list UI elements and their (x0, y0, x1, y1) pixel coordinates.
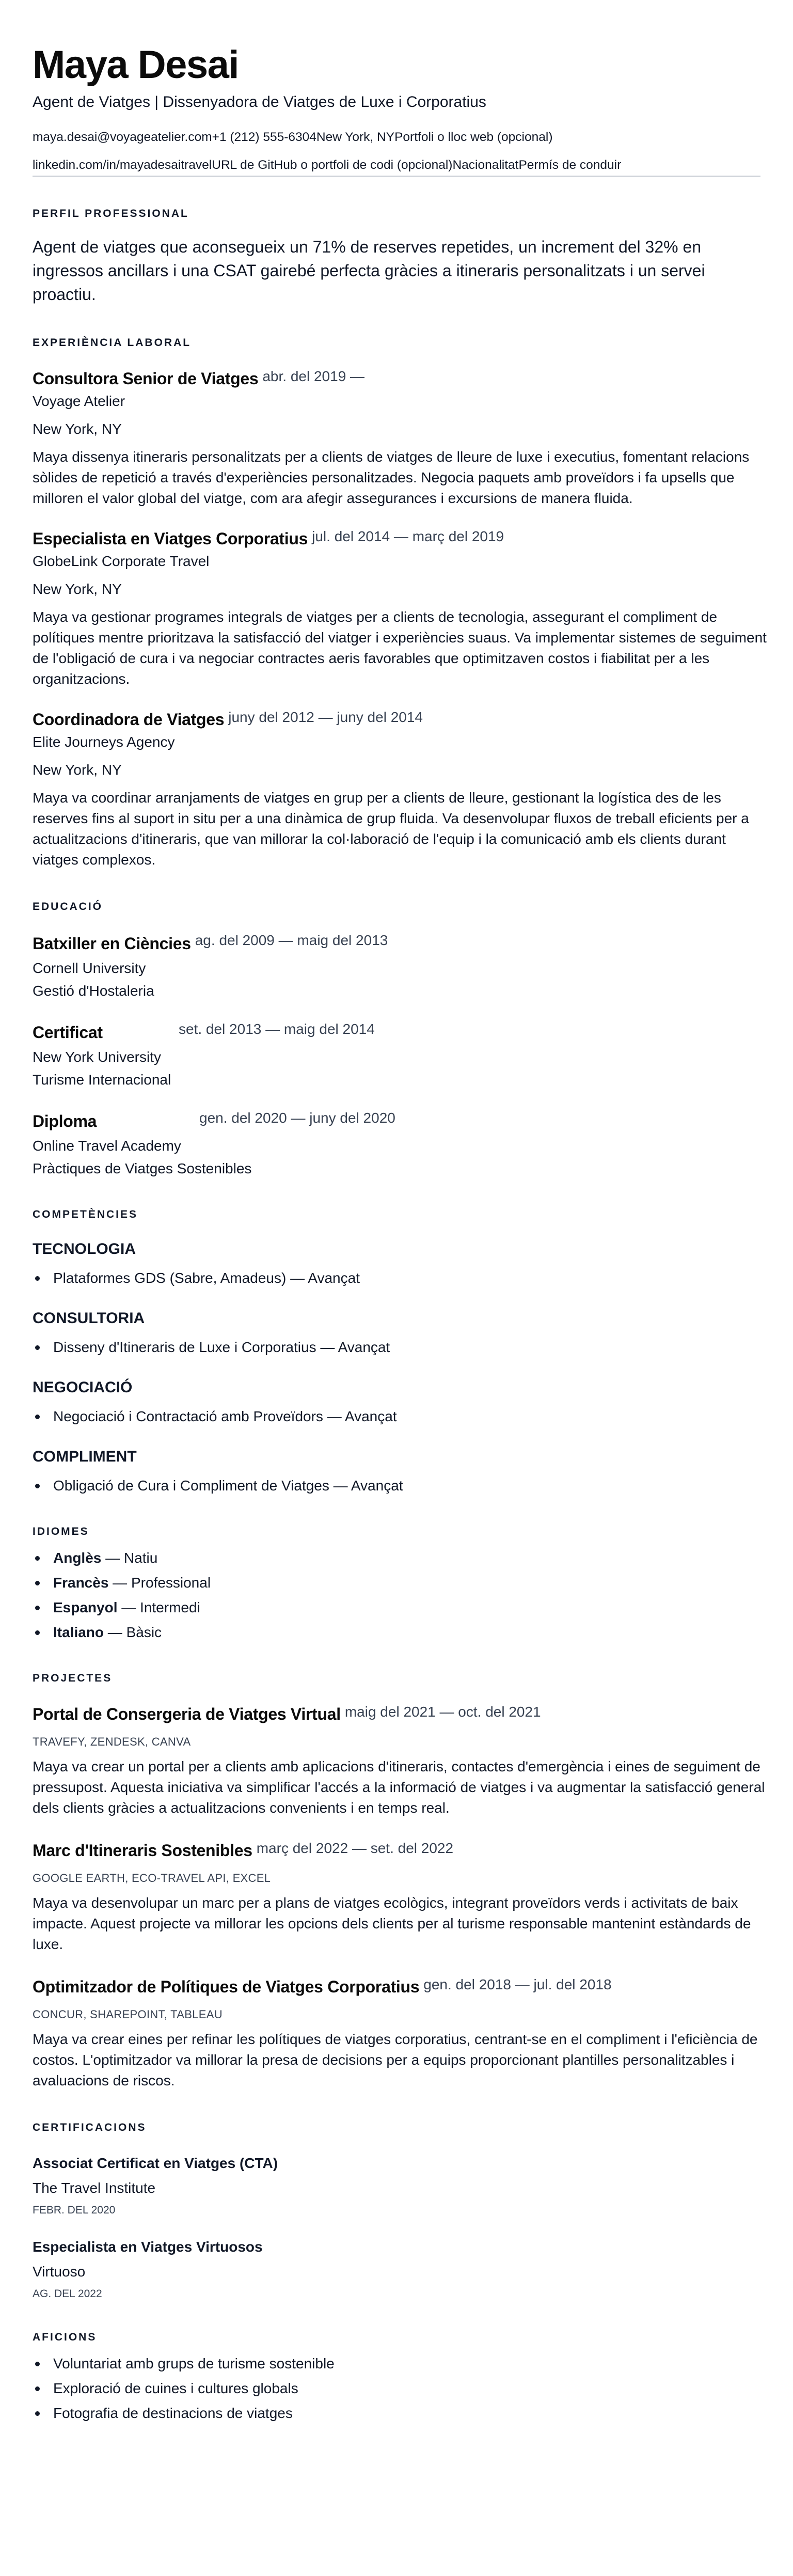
hobby-item: Fotografia de destinacions de viatges (33, 2404, 760, 2423)
section-title-summary: PERFIL PROFESSIONAL (33, 208, 189, 219)
language-separator: — (117, 1599, 140, 1615)
section-title-skills: COMPETÈNCIES (33, 1208, 138, 1220)
contact-info (33, 130, 760, 177)
job-dates: abr. del 2019 — (262, 368, 365, 384)
project-dates: març del 2022 — set. del 2022 (256, 1840, 454, 1856)
field-of-study: Turisme Internacional (33, 1072, 171, 1088)
certification-date: FEBR. DEL 2020 (33, 2204, 116, 2216)
project-description: Maya va crear eines per refinar les polítiques de viatges corporatius, centrant-se en el compliment i l'eficiència de costos. L'optimitzador va millorar la presa de decisions per a equips proporcionant plantilles personalitzables i avaluacions de riscos. (33, 2031, 758, 2088)
skill-category-title: COMPLIMENT (33, 1448, 137, 1465)
hobby-item: Voluntariat amb grups de turisme sostenible (33, 2354, 760, 2373)
project-item (33, 1840, 760, 1955)
projects-section (33, 1672, 765, 2091)
job-dates: jul. del 2014 — març del 2019 (312, 528, 504, 544)
language-item (33, 1623, 760, 1642)
phone-link[interactable]: +1 (212) 555-6304 (212, 130, 316, 144)
driving-license-text: Permís de conduir (518, 158, 622, 172)
education-item (33, 932, 760, 1000)
experience-section (33, 336, 767, 870)
language-level: Professional (131, 1575, 211, 1591)
language-item (33, 1574, 760, 1592)
language-name: Espanyol (53, 1599, 118, 1615)
degree-title: Certificat (33, 1023, 103, 1042)
certification-date: AG. DEL 2022 (33, 2288, 102, 2300)
project-technologies: GOOGLE EARTH, ECO-TRAVEL API, EXCEL (33, 1872, 271, 1884)
section-title-projects: PROJECTES (33, 1672, 113, 1684)
candidate-name: Maya Desai (33, 43, 239, 87)
project-item (33, 1704, 765, 1818)
section-title-languages: IDIOMES (33, 1526, 89, 1537)
linkedin-link[interactable]: linkedin.com/in/mayadesaitravel (33, 158, 212, 172)
job-location: New York, NY (33, 421, 122, 437)
company-name: Elite Journeys Agency (33, 734, 175, 750)
institution-name: New York University (33, 1049, 161, 1065)
skill-category (33, 1378, 760, 1426)
email-link[interactable]: maya.desai@voyageatelier.com (33, 130, 212, 144)
job-description: Maya va coordinar arranjaments de viatges en grup per a clients de lleure, gestionant la logística des de les reserves fins al suport in situ per a una dinàmica de grup fluida. Va desenvolupar fluxos de treball eficients per a actualitzacions d'itineraris, que van millorar la col·laboració de l'equip i la comunicació amb els clients durant viatges complexos. (33, 790, 749, 868)
hobbies-section (33, 2331, 760, 2423)
project-dates: maig del 2021 — oct. del 2021 (344, 1704, 541, 1720)
project-dates: gen. del 2018 — jul. del 2018 (423, 1976, 612, 1992)
project-technologies: TRAVEFY, ZENDESK, CANVA (33, 1735, 191, 1748)
skill-category-title: NEGOCIACIÓ (33, 1379, 133, 1396)
job-location: New York, NY (33, 762, 122, 778)
hobby-item: Exploració de cuines i cultures globals (33, 2379, 760, 2398)
languages-section (33, 1525, 760, 1642)
project-description: Maya va crear un portal per a clients amb aplicacions d'itineraris, contactes d'emergència i eines de seguiment de pressupost. Aquesta iniciativa va simplificar l'accés a la informació de viatges i va augmentar la satisfacció general dels clients gràcies a actualitzacions convenients i en temps real. (33, 1758, 765, 1816)
skill-category (33, 1240, 760, 1287)
location-text: New York, NY (316, 130, 395, 144)
github-link[interactable]: URL de GitHub o portfoli de codi (opcional) (212, 158, 453, 172)
project-description: Maya va desenvolupar un marc per a plans de viatges ecològics, integrant proveïdors verds i activitats de baix impacte. Aquest projecte va millorar les opcions dels clients per al turisme responsable mantenint estàndards de luxe. (33, 1895, 751, 1952)
certification-name: Especialista en Viatges Virtuosos (33, 2239, 263, 2255)
job-title: Coordinadora de Viatges (33, 710, 225, 729)
project-name: Marc d'Itineraris Sostenibles (33, 1841, 252, 1860)
summary-text: Agent de viatges que aconsegueix un 71% de reserves repetides, un increment del 32% en ingressos ancillars i una CSAT gairebé perfecta gràcies a itineraris personalitzats i un servei proactiu. (33, 238, 705, 304)
education-item (33, 1021, 760, 1089)
job-location: New York, NY (33, 581, 122, 597)
skill-category (33, 1448, 760, 1495)
language-level: Bàsic (126, 1624, 162, 1640)
language-name: Francès (53, 1575, 109, 1591)
contact-line-primary (33, 130, 760, 145)
education-dates: gen. del 2020 — juny del 2020 (199, 1110, 395, 1126)
experience-item (33, 368, 760, 509)
language-name: Italiano (53, 1624, 104, 1640)
field-of-study: Pràctiques de Viatges Sostenibles (33, 1160, 252, 1176)
company-name: GlobeLink Corporate Travel (33, 553, 210, 569)
language-level: Natiu (123, 1550, 158, 1566)
certification-item (33, 2154, 760, 2217)
certification-item (33, 2238, 760, 2301)
language-separator: — (104, 1624, 126, 1640)
institution-name: Cornell University (33, 960, 146, 976)
project-technologies: CONCUR, SHAREPOINT, TABLEAU (33, 2008, 223, 2021)
summary-section (33, 207, 760, 306)
company-name: Voyage Atelier (33, 393, 125, 409)
contact-line-secondary (33, 158, 760, 172)
website-link[interactable]: Portfoli o lloc web (opcional) (394, 130, 553, 144)
job-dates: juny del 2012 — juny del 2014 (228, 709, 423, 725)
language-separator: — (101, 1550, 124, 1566)
language-separator: — (108, 1575, 131, 1591)
skill-category-title: TECNOLOGIA (33, 1240, 136, 1258)
job-description: Maya va gestionar programes integrals de viatges per a clients de tecnologia, assegurant el compliment de polítiques mentre prioritzava la satisfacció del viatger i experiències suaus. Va implementar sistemes de seguiment de l'obligació de cura i va negociar contractes aeris favorables que optimitzaven costos i fiabilitat per a les organitzacions. (33, 609, 767, 687)
section-title-experience: EXPERIÈNCIA LABORAL (33, 337, 192, 349)
skills-section (33, 1208, 760, 1495)
skill-item: Disseny d'Itineraris de Luxe i Corporatius — Avançat (33, 1338, 760, 1357)
skill-item: Obligació de Cura i Compliment de Viatges — Avançat (33, 1477, 760, 1495)
certification-issuer: The Travel Institute (33, 2180, 156, 2196)
headline: Agent de Viatges | Dissenyadora de Viatges de Luxe i Corporatius (33, 93, 486, 111)
education-dates: set. del 2013 — maig del 2014 (179, 1021, 375, 1037)
certifications-section (33, 2121, 760, 2301)
education-dates: ag. del 2009 — maig del 2013 (195, 932, 388, 948)
resume-header (33, 42, 760, 177)
section-title-certifications: CERTIFICACIONS (33, 2122, 147, 2133)
language-item (33, 1549, 760, 1567)
nationality-text: Nacionalitat (452, 158, 519, 172)
education-item (33, 1110, 760, 1178)
degree-title: Batxiller en Ciències (33, 934, 191, 953)
skill-item: Negociació i Contractació amb Proveïdors — Avançat (33, 1407, 760, 1426)
project-item (33, 1976, 760, 2091)
project-name: Portal de Consergeria de Viatges Virtual (33, 1705, 341, 1723)
education-section (33, 900, 760, 1178)
language-name: Anglès (53, 1550, 102, 1566)
section-title-education: EDUCACIÓ (33, 901, 103, 913)
certification-name: Associat Certificat en Viatges (CTA) (33, 2155, 278, 2171)
certification-issuer: Virtuoso (33, 2264, 86, 2280)
job-title: Especialista en Viatges Corporatius (33, 529, 308, 548)
institution-name: Online Travel Academy (33, 1138, 181, 1154)
field-of-study: Gestió d'Hostaleria (33, 983, 154, 999)
experience-item (33, 709, 760, 870)
job-title: Consultora Senior de Viatges (33, 369, 259, 388)
project-name: Optimitzador de Polítiques de Viatges Corporatius (33, 1977, 420, 1996)
skill-category-title: CONSULTORIA (33, 1310, 145, 1327)
job-description: Maya dissenya itineraris personalitzats per a clients de viatges de lleure de luxe i executius, fomentant relacions sòlides de repetició a través d'experiències personalitzades. Negocia paquets amb proveïdors i fa upsells que milloren el valor global del viatge, com ara afegir assegurances i excursions de manera fluida. (33, 449, 750, 506)
experience-item (33, 528, 767, 689)
degree-title: Diploma (33, 1112, 97, 1130)
section-title-hobbies: AFICIONS (33, 2331, 97, 2343)
skill-item: Plataformes GDS (Sabre, Amadeus) — Avançat (33, 1269, 760, 1287)
language-level: Intermedi (140, 1599, 200, 1615)
language-item (33, 1598, 760, 1617)
skill-category (33, 1309, 760, 1357)
